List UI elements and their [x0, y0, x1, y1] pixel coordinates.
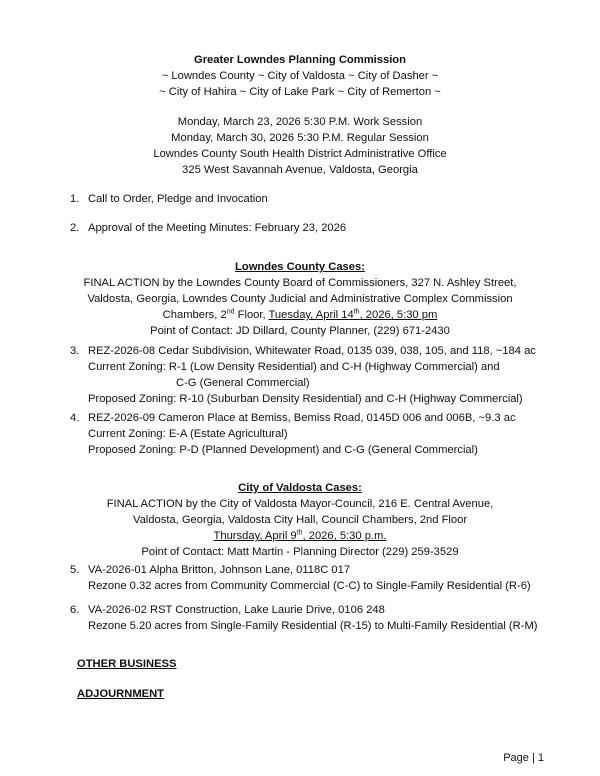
meeting-address: 325 West Savannah Avenue, Valdosta, Georgia — [182, 164, 418, 176]
page-number: Page | 1 — [503, 752, 544, 764]
item-text: Call to Order, Pledge and Invocation — [88, 193, 268, 205]
lowndes-cases-section — [60, 259, 540, 339]
item-number: 1. — [70, 193, 80, 205]
item-number: 3. — [70, 345, 80, 357]
case-details — [88, 602, 558, 634]
item-number: 6. — [70, 604, 80, 616]
jurisdictions-line-1: ~ Lowndes County ~ City of Valdosta ~ City of Dasher ~ — [161, 70, 439, 82]
case-title: REZ-2026-09 Cameron Place at Bemiss, Bemiss Road, 0145D 006 and 006B, ~9.3 ac — [88, 412, 516, 424]
valdosta-final-action-line-2: Valdosta, Georgia, Valdosta City Hall, Council Chambers, 2nd Floor — [132, 514, 468, 526]
case-details — [88, 562, 558, 594]
valdosta-point-of-contact: Point of Contact: Matt Martin - Planning Director (229) 259-3529 — [141, 546, 459, 558]
case-details — [88, 410, 558, 458]
rezone-request: Rezone 5.20 acres from Single-Family Residential (R-15) to Multi-Family Residential (R-M) — [88, 620, 538, 632]
valdosta-cases-section — [60, 480, 540, 560]
agenda-header — [60, 52, 540, 178]
meeting-venue: Lowndes County South Health District Administrative Office — [153, 148, 447, 160]
current-zoning: Current Zoning: E-A (Estate Agricultural) — [88, 428, 288, 440]
lowndes-meeting-date: Tuesday, April 14th, 2026, 5:30 pm — [268, 308, 438, 321]
lowndes-cases-heading: Lowndes County Cases: — [235, 261, 365, 273]
work-session-date: Monday, March 23, 2026 5:30 P.M. Work Session — [177, 116, 423, 128]
item-number: 2. — [70, 222, 80, 234]
item-number: 5. — [70, 564, 80, 576]
case-details — [88, 343, 558, 407]
current-zoning-continued: C-G (General Commercial) — [176, 377, 310, 389]
valdosta-final-action-line-1: FINAL ACTION by the City of Valdosta Mayor-Council, 216 E. Central Avenue, — [106, 498, 494, 510]
lowndes-point-of-contact: Point of Contact: JD Dillard, County Planner, (229) 671-2430 — [150, 325, 450, 337]
case-title: VA-2026-01 Alpha Britton, Johnson Lane, 0118C 017 — [88, 564, 351, 576]
valdosta-cases-heading: City of Valdosta Cases: — [238, 482, 362, 494]
lowndes-final-action-line-3: Chambers, 2nd Floor, Tuesday, April 14th, 2026, 5:30 pm — [162, 308, 438, 321]
jurisdictions-line-2: ~ City of Hahira ~ City of Lake Park ~ City of Remerton ~ — [159, 86, 441, 98]
other-business-heading: OTHER BUSINESS — [77, 658, 177, 670]
case-title: REZ-2026-08 Cedar Subdivision, Whitewater Road, 0135 039, 038, 105, and 118, ~184 ac — [88, 345, 536, 357]
item-number: 4. — [70, 412, 80, 424]
lowndes-final-action-line-1: FINAL ACTION by the Lowndes County Board of Commissioners, 327 N. Ashley Street, — [83, 277, 517, 289]
adjournment-heading: ADJOURNMENT — [77, 688, 165, 700]
proposed-zoning: Proposed Zoning: P-D (Planned Development) and C-G (General Commercial) — [88, 444, 478, 456]
item-text: Approval of the Meeting Minutes: February 23, 2026 — [88, 222, 347, 234]
commission-title: Greater Lowndes Planning Commission — [194, 54, 406, 66]
regular-session-date: Monday, March 30, 2026 5:30 P.M. Regular Session — [171, 132, 429, 144]
proposed-zoning: Proposed Zoning: R-10 (Suburban Density Residential) and C-H (Highway Commercial) — [88, 393, 523, 405]
valdosta-meeting-date: Thursday, April 9th, 2026, 5:30 p.m. — [213, 529, 387, 542]
case-title: VA-2026-02 RST Construction, Lake Laurie Drive, 0106 248 — [88, 604, 385, 616]
current-zoning: Current Zoning: R-1 (Low Density Residential) and C-H (Highway Commercial) and — [88, 361, 500, 373]
lowndes-final-action-line-2: Valdosta, Georgia, Lowndes County Judicial and Administrative Complex Commission — [87, 293, 513, 305]
rezone-request: Rezone 0.32 acres from Community Commercial (C-C) to Single-Family Residential (R-6) — [88, 580, 531, 592]
